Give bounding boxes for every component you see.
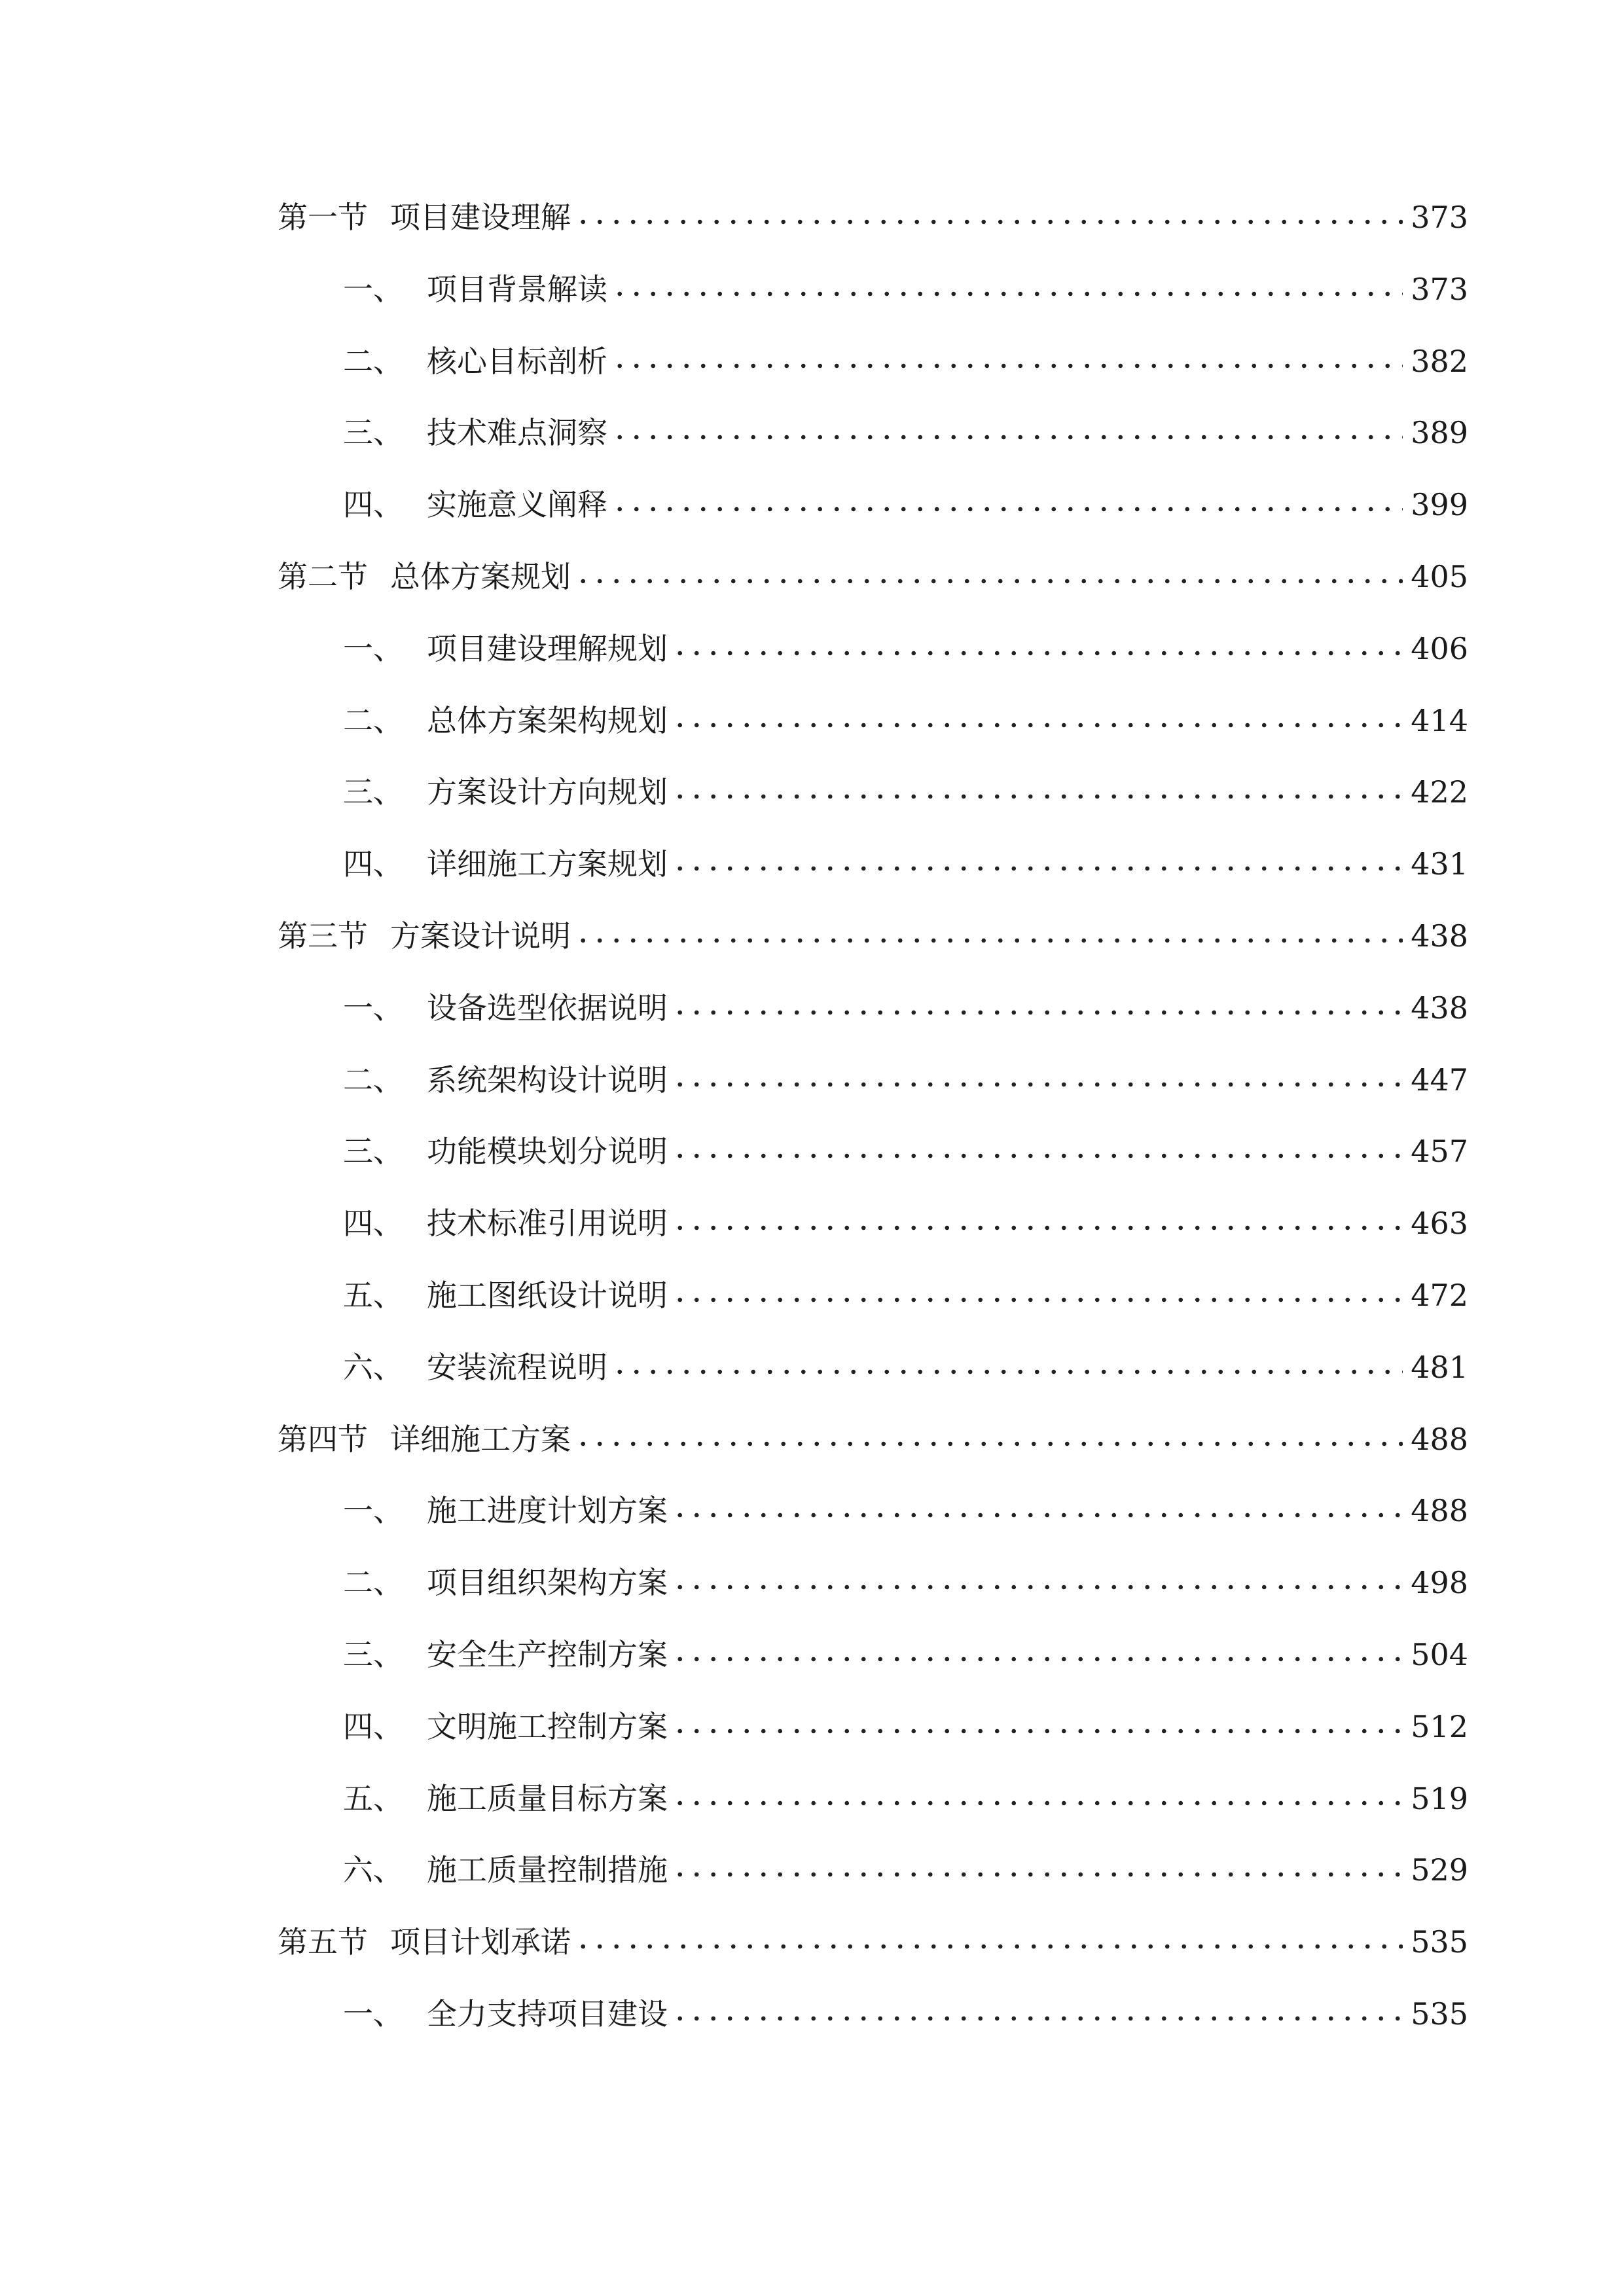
toc-entry-page-number: 405 [1411,559,1468,594]
toc-subsection-entry[interactable] [343,403,1468,462]
toc-entry-number: 一、 [343,1493,403,1528]
toc-entry-title: 详细施工方案规划 [427,846,668,882]
toc-entry-page-number: 535 [1411,1924,1468,1960]
toc-entry-page-number: 498 [1411,1565,1468,1600]
toc-entry-number: 第四节 [278,1422,368,1457]
toc-entry-page-number: 438 [1411,918,1468,954]
toc-section-entry[interactable] [278,1410,1468,1469]
toc-entry-number: 四、 [343,487,403,522]
toc-entry-title: 方案设计方向规划 [427,774,668,810]
toc-entry-number: 四、 [343,1206,403,1241]
toc-dot-leader [672,1512,1403,1518]
toc-dot-leader [672,1584,1403,1590]
toc-entry-number: 二、 [343,1565,403,1600]
toc-entry-page-number: 373 [1411,272,1468,307]
toc-entry-number: 二、 [343,1062,403,1098]
toc-entry-number: 第一节 [278,200,368,235]
toc-subsection-entry[interactable] [343,1122,1468,1181]
toc-entry-page-number: 431 [1411,846,1468,882]
toc-entry-title: 项目建设理解规划 [427,631,668,666]
toc-entry-number: 一、 [343,990,403,1026]
toc-subsection-entry[interactable] [343,619,1468,678]
toc-dot-leader [611,1369,1403,1375]
toc-subsection-entry[interactable] [343,1338,1468,1397]
toc-entry-page-number: 406 [1411,631,1468,666]
toc-entry-title: 设备选型依据说明 [427,990,668,1026]
toc-dot-leader [672,650,1403,656]
toc-entry-number: 四、 [343,1709,403,1744]
toc-entry-title: 施工质量目标方案 [427,1781,668,1816]
toc-entry-page-number: 422 [1411,774,1468,810]
toc-entry-page-number: 512 [1411,1709,1468,1744]
toc-subsection-entry[interactable] [343,1625,1468,1684]
toc-subsection-entry[interactable] [343,1697,1468,1756]
toc-dot-leader [575,219,1403,225]
toc-entry-number: 三、 [343,1134,403,1169]
toc-dot-leader [672,1871,1403,1878]
toc-subsection-entry[interactable] [343,1481,1468,1540]
toc-entry-page-number: 389 [1411,415,1468,450]
toc-section-entry[interactable] [278,906,1468,965]
toc-entry-number: 一、 [343,1996,403,2032]
toc-dot-leader [672,1153,1403,1159]
toc-entry-page-number: 463 [1411,1206,1468,1241]
toc-entry-number: 三、 [343,774,403,810]
toc-entry-title: 详细施工方案 [390,1422,571,1457]
toc-entry-title: 施工图纸设计说明 [427,1278,668,1313]
toc-dot-leader [672,793,1403,800]
toc-dot-leader [672,2015,1403,2022]
toc-entry-title: 安全生产控制方案 [427,1637,668,1672]
toc-entry-page-number: 488 [1411,1493,1468,1528]
toc-entry-number: 第五节 [278,1924,368,1960]
toc-dot-leader [672,1656,1403,1662]
toc-section-entry[interactable] [278,188,1468,247]
toc-entry-page-number: 472 [1411,1278,1468,1313]
toc-entry-page-number: 488 [1411,1422,1468,1457]
toc-entry-page-number: 414 [1411,703,1468,738]
toc-dot-leader [575,1441,1403,1447]
toc-section-entry[interactable] [278,1912,1468,1971]
toc-subsection-entry[interactable] [343,475,1468,534]
toc-entry-title: 技术难点洞察 [427,415,607,450]
toc-dot-leader [575,1943,1403,1950]
toc-subsection-entry[interactable] [343,1840,1468,1899]
toc-entry-number: 六、 [343,1852,403,1888]
toc-entry-title: 实施意义阐释 [427,487,607,522]
toc-subsection-entry[interactable] [343,978,1468,1037]
toc-entry-number: 六、 [343,1350,403,1385]
toc-entry-title: 技术标准引用说明 [427,1206,668,1241]
toc-subsection-entry[interactable] [343,332,1468,391]
toc-entry-number: 第二节 [278,559,368,594]
toc-dot-leader [575,937,1403,944]
toc-dot-leader [611,434,1403,440]
toc-entry-number: 第三节 [278,918,368,954]
toc-entry-title: 安装流程说明 [427,1350,607,1385]
toc-entry-title: 方案设计说明 [390,918,571,954]
toc-dot-leader [672,1297,1403,1303]
toc-entry-title: 总体方案架构规划 [427,703,668,738]
toc-entry-title: 项目背景解读 [427,272,607,307]
toc-subsection-entry[interactable] [343,1769,1468,1828]
toc-entry-page-number: 481 [1411,1350,1468,1385]
toc-entry-page-number: 535 [1411,1996,1468,2032]
toc-dot-leader [672,1225,1403,1231]
toc-entry-page-number: 504 [1411,1637,1468,1672]
toc-entry-number: 三、 [343,1637,403,1672]
toc-subsection-entry[interactable] [343,762,1468,821]
toc-entry-number: 四、 [343,846,403,882]
toc-entry-page-number: 399 [1411,487,1468,522]
toc-dot-leader [611,363,1403,369]
toc-dot-leader [575,578,1403,584]
toc-dot-leader [672,1009,1403,1016]
toc-entry-number: 五、 [343,1278,403,1313]
toc-subsection-entry[interactable] [343,1050,1468,1109]
toc-entry-page-number: 447 [1411,1062,1468,1098]
toc-entry-title: 施工进度计划方案 [427,1493,668,1528]
toc-entry-number: 二、 [343,344,403,379]
toc-entry-title: 项目建设理解 [390,200,571,235]
toc-entry-number: 五、 [343,1781,403,1816]
toc-dot-leader [611,506,1403,512]
toc-entry-page-number: 438 [1411,990,1468,1026]
toc-dot-leader [611,291,1403,297]
toc-subsection-entry[interactable] [343,1553,1468,1612]
toc-section-entry[interactable] [278,547,1468,606]
toc-dot-leader [672,1800,1403,1806]
toc-entry-title: 系统架构设计说明 [427,1062,668,1098]
toc-entry-title: 文明施工控制方案 [427,1709,668,1744]
toc-entry-title: 全力支持项目建设 [427,1996,668,2032]
toc-entry-number: 二、 [343,703,403,738]
toc-subsection-entry[interactable] [343,1266,1468,1325]
toc-entry-number: 一、 [343,631,403,666]
toc-entry-title: 项目计划承诺 [390,1924,571,1960]
toc-subsection-entry[interactable] [343,834,1468,893]
toc-dot-leader [672,1728,1403,1734]
toc-entry-title: 总体方案规划 [390,559,571,594]
toc-subsection-entry[interactable] [343,1984,1468,2043]
toc-entry-title: 功能模块划分说明 [427,1134,668,1169]
toc-entry-page-number: 519 [1411,1781,1468,1816]
toc-entry-page-number: 373 [1411,200,1468,235]
toc-entry-title: 项目组织架构方案 [427,1565,668,1600]
toc-dot-leader [672,1081,1403,1088]
toc-entry-number: 三、 [343,415,403,450]
toc-entry-title: 核心目标剖析 [427,344,607,379]
toc-subsection-entry[interactable] [343,691,1468,750]
toc-dot-leader [672,865,1403,872]
toc-entry-page-number: 457 [1411,1134,1468,1169]
toc-subsection-entry[interactable] [343,1194,1468,1253]
toc-entry-title: 施工质量控制措施 [427,1852,668,1888]
toc-entry-page-number: 382 [1411,344,1468,379]
toc-subsection-entry[interactable] [343,260,1468,319]
toc-dot-leader [672,722,1403,728]
toc-entry-page-number: 529 [1411,1852,1468,1888]
toc-entry-number: 一、 [343,272,403,307]
